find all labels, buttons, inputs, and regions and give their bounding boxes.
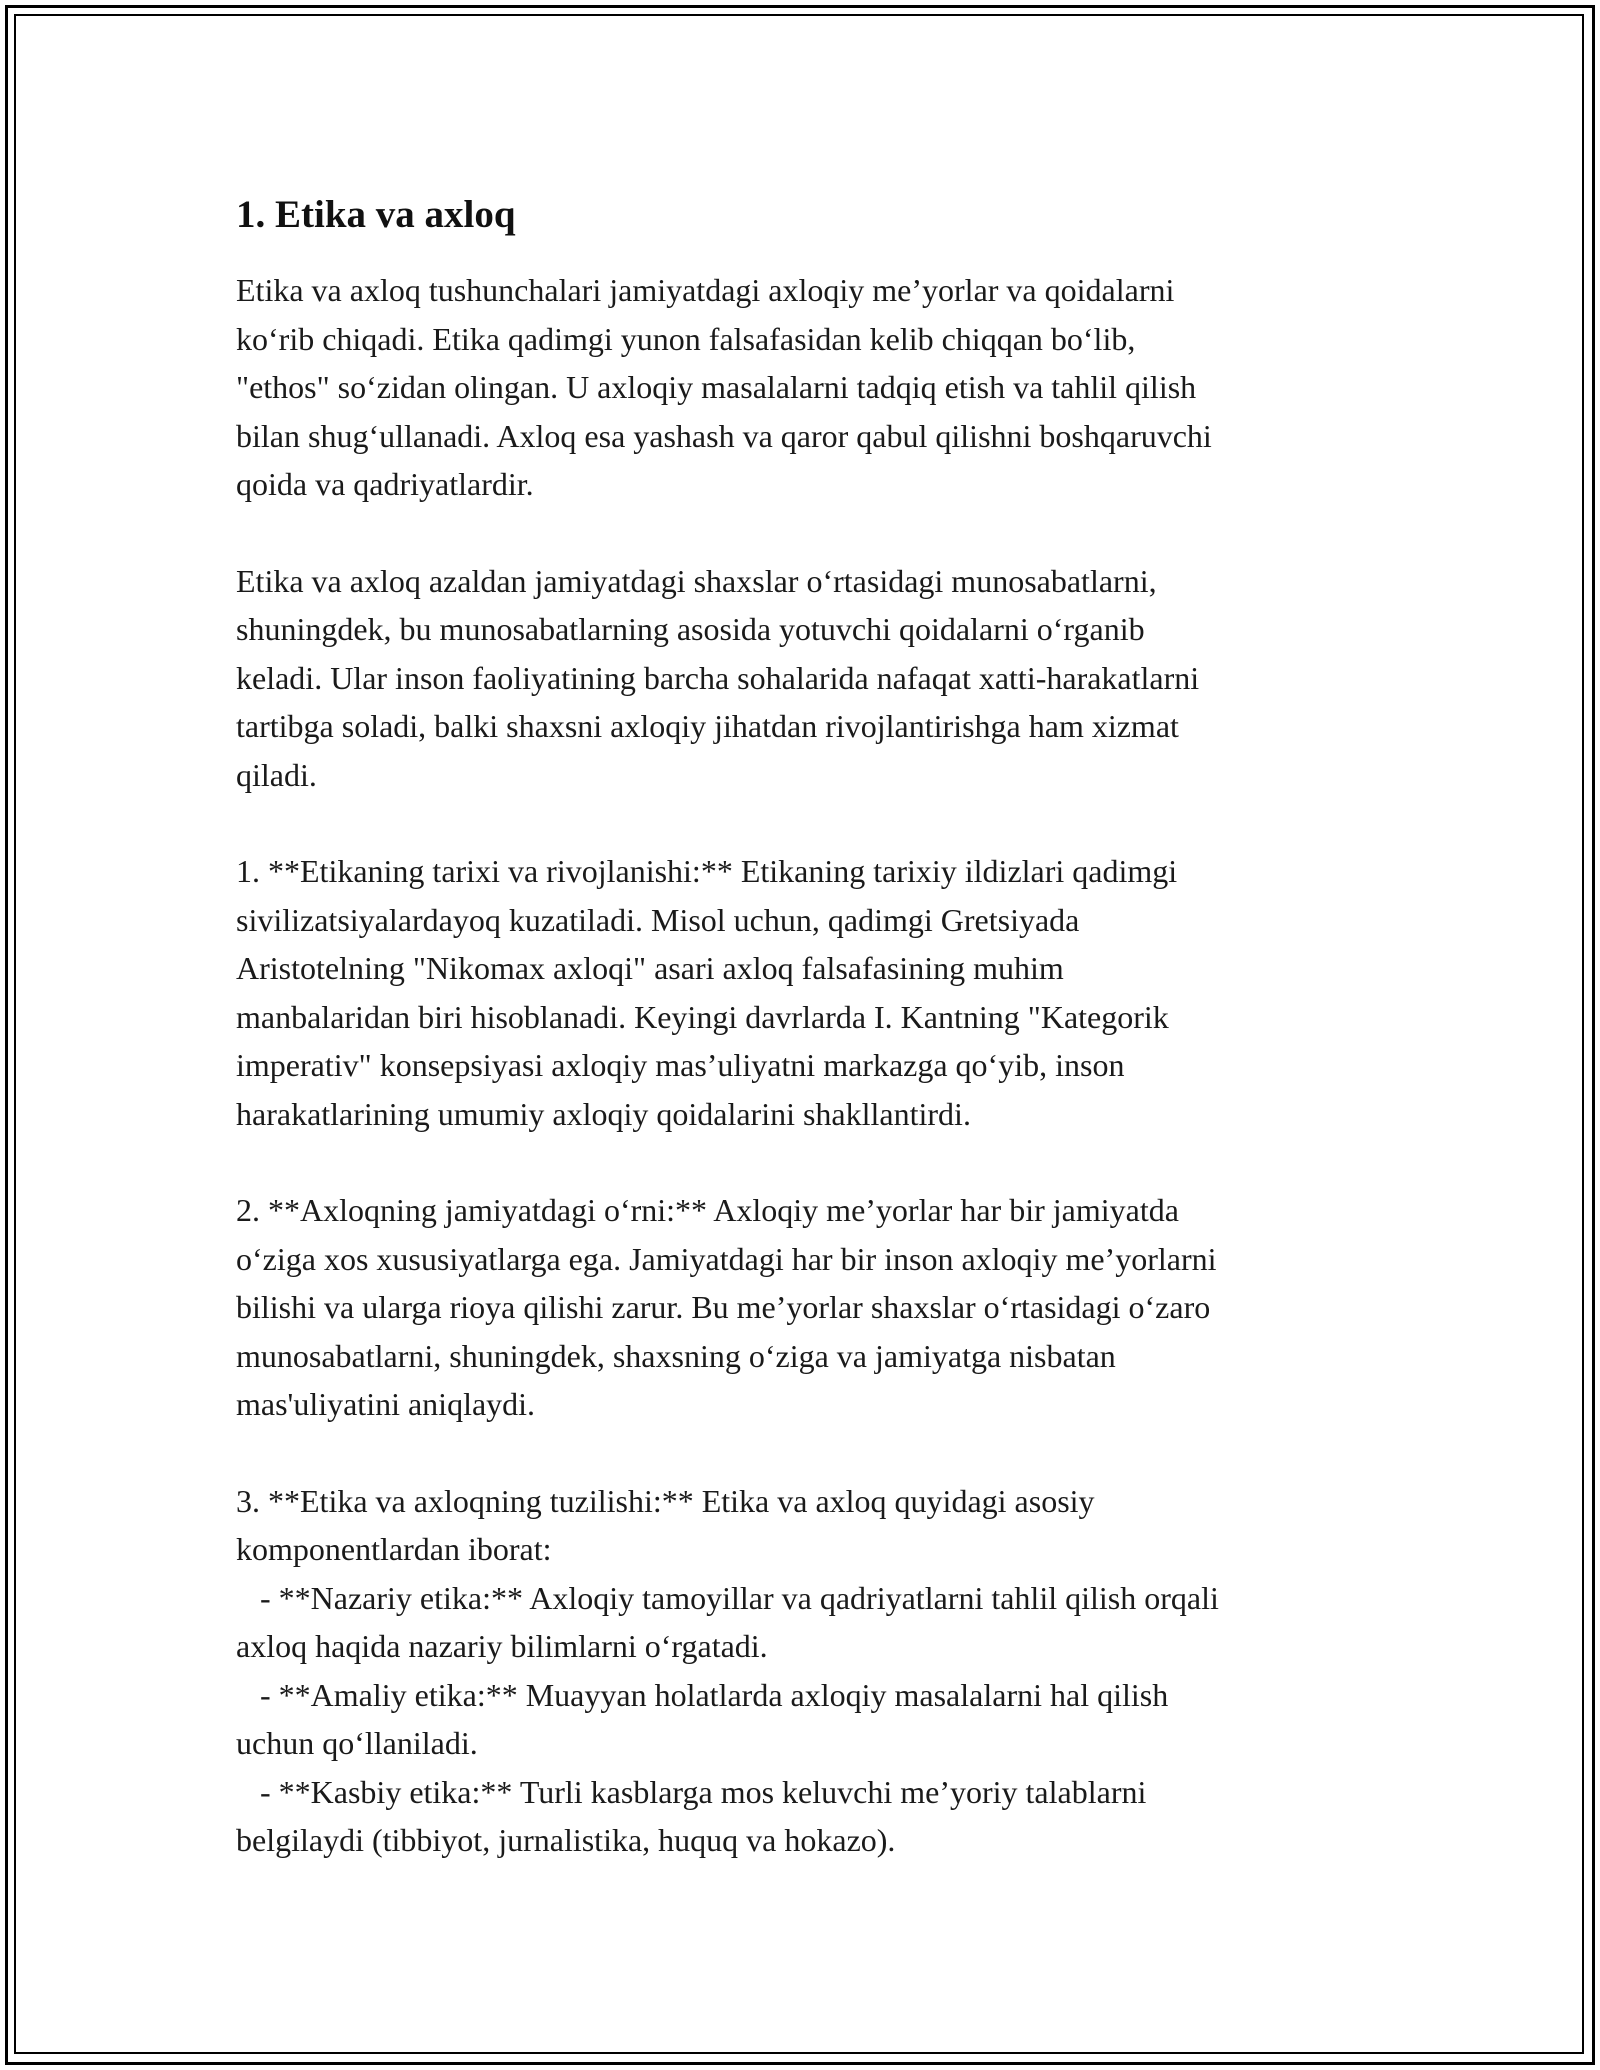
text-line: tartibga soladi, balki shaxsni axloqiy jihatdan rivojlantirishga ham xizmat bbox=[236, 708, 1179, 744]
paragraph-history bbox=[236, 847, 1376, 1138]
text-line: harakatlarining umumiy axloqiy qoidalarini shakllantirdi. bbox=[236, 1095, 971, 1132]
section-heading: 1. Etika va axloq bbox=[236, 193, 516, 236]
text-line: "ethos" so‘zidan olingan. U axloqiy masalalarni tadqiq etish va tahlil qilish bbox=[236, 369, 1197, 405]
list-item: - **Kasbiy etika:** Turli kasblarga mos keluvchi me’yoriy talablarni bbox=[236, 1773, 1147, 1810]
text-line: komponentlardan iborat: bbox=[236, 1531, 552, 1567]
paragraph-role bbox=[236, 1186, 1376, 1429]
text-line: manbalaridan biri hisoblanadi. Keyingi davrlarda I. Kantning "Kategorik bbox=[236, 998, 1169, 1035]
text-line: qoida va qadriyatlardir. bbox=[236, 466, 534, 502]
paragraph-society bbox=[236, 557, 1376, 800]
text-line: Etika va axloq azaldan jamiyatdagi shaxslar o‘rtasidagi munosabatlarni, bbox=[236, 562, 1157, 599]
text-line: axloq haqida nazariy bilimlarni o‘rgatadi. bbox=[236, 1628, 768, 1664]
text-line: sivilizatsiyalardayoq kuzatiladi. Misol uchun, qadimgi Gretsiyada bbox=[236, 901, 1080, 938]
document-page bbox=[236, 190, 1376, 1913]
text-line: keladi. Ular inson faoliyatining barcha sohalarida nafaqat xatti-harakatlarni bbox=[236, 659, 1200, 696]
list-item: - **Amaliy etika:** Muayyan holatlarda axloqiy masalalarni hal qilish bbox=[236, 1676, 1169, 1713]
text-line: o‘ziga xos xususiyatlarga ega. Jamiyatdagi har bir inson axloqiy me’yorlarni bbox=[236, 1240, 1217, 1277]
text-line: 1. **Etikaning tarixi va rivojlanishi:** Etikaning tarixiy ildizlari qadimgi bbox=[236, 853, 1178, 889]
text-line: 2. **Axloqning jamiyatdagi o‘rni:** Axloqiy me’yorlar har bir jamiyatda bbox=[236, 1192, 1179, 1228]
text-line: belgilaydi (tibbiyot, jurnalistika, huquq va hokazo). bbox=[236, 1822, 896, 1858]
paragraph-intro bbox=[236, 266, 1376, 509]
text-line: Etika va axloq tushunchalari jamiyatdagi axloqiy me’yorlar va qoidalarni bbox=[236, 272, 1175, 308]
text-line: mas'uliyatini aniqlaydi. bbox=[236, 1386, 536, 1422]
text-line: bilishi va ularga rioya qilishi zarur. Bu me’yorlar shaxslar o‘rtasidagi o‘zaro bbox=[236, 1289, 1211, 1325]
text-line: munosabatlarni, shuningdek, shaxsning o‘ziga va jamiyatga nisbatan bbox=[236, 1337, 1116, 1374]
text-line: 3. **Etika va axloqning tuzilishi:** Etika va axloq quyidagi asosiy bbox=[236, 1482, 1095, 1519]
list-item: - **Nazariy etika:** Axloqiy tamoyillar va qadriyatlarni tahlil qilish orqali bbox=[236, 1579, 1219, 1616]
text-line: bilan shug‘ullanadi. Axloq esa yashash va qaror qabul qilishni boshqaruvchi bbox=[236, 417, 1212, 454]
text-line: ko‘rib chiqadi. Etika qadimgi yunon falsafasidan kelib chiqqan bo‘lib, bbox=[236, 320, 1136, 357]
text-line: uchun qo‘llaniladi. bbox=[236, 1725, 478, 1761]
text-line: shuningdek, bu munosabatlarning asosida yotuvchi qoidalarni o‘rganib bbox=[236, 611, 1145, 647]
text-line: imperativ" konsepsiyasi axloqiy mas’uliyatni markazga qo‘yib, inson bbox=[236, 1047, 1125, 1083]
text-line: Aristotelning "Nikomax axloqi" asari axloq falsafasining muhim bbox=[236, 950, 1064, 986]
text-line: qiladi. bbox=[236, 756, 317, 793]
paragraph-structure bbox=[236, 1477, 1376, 1865]
